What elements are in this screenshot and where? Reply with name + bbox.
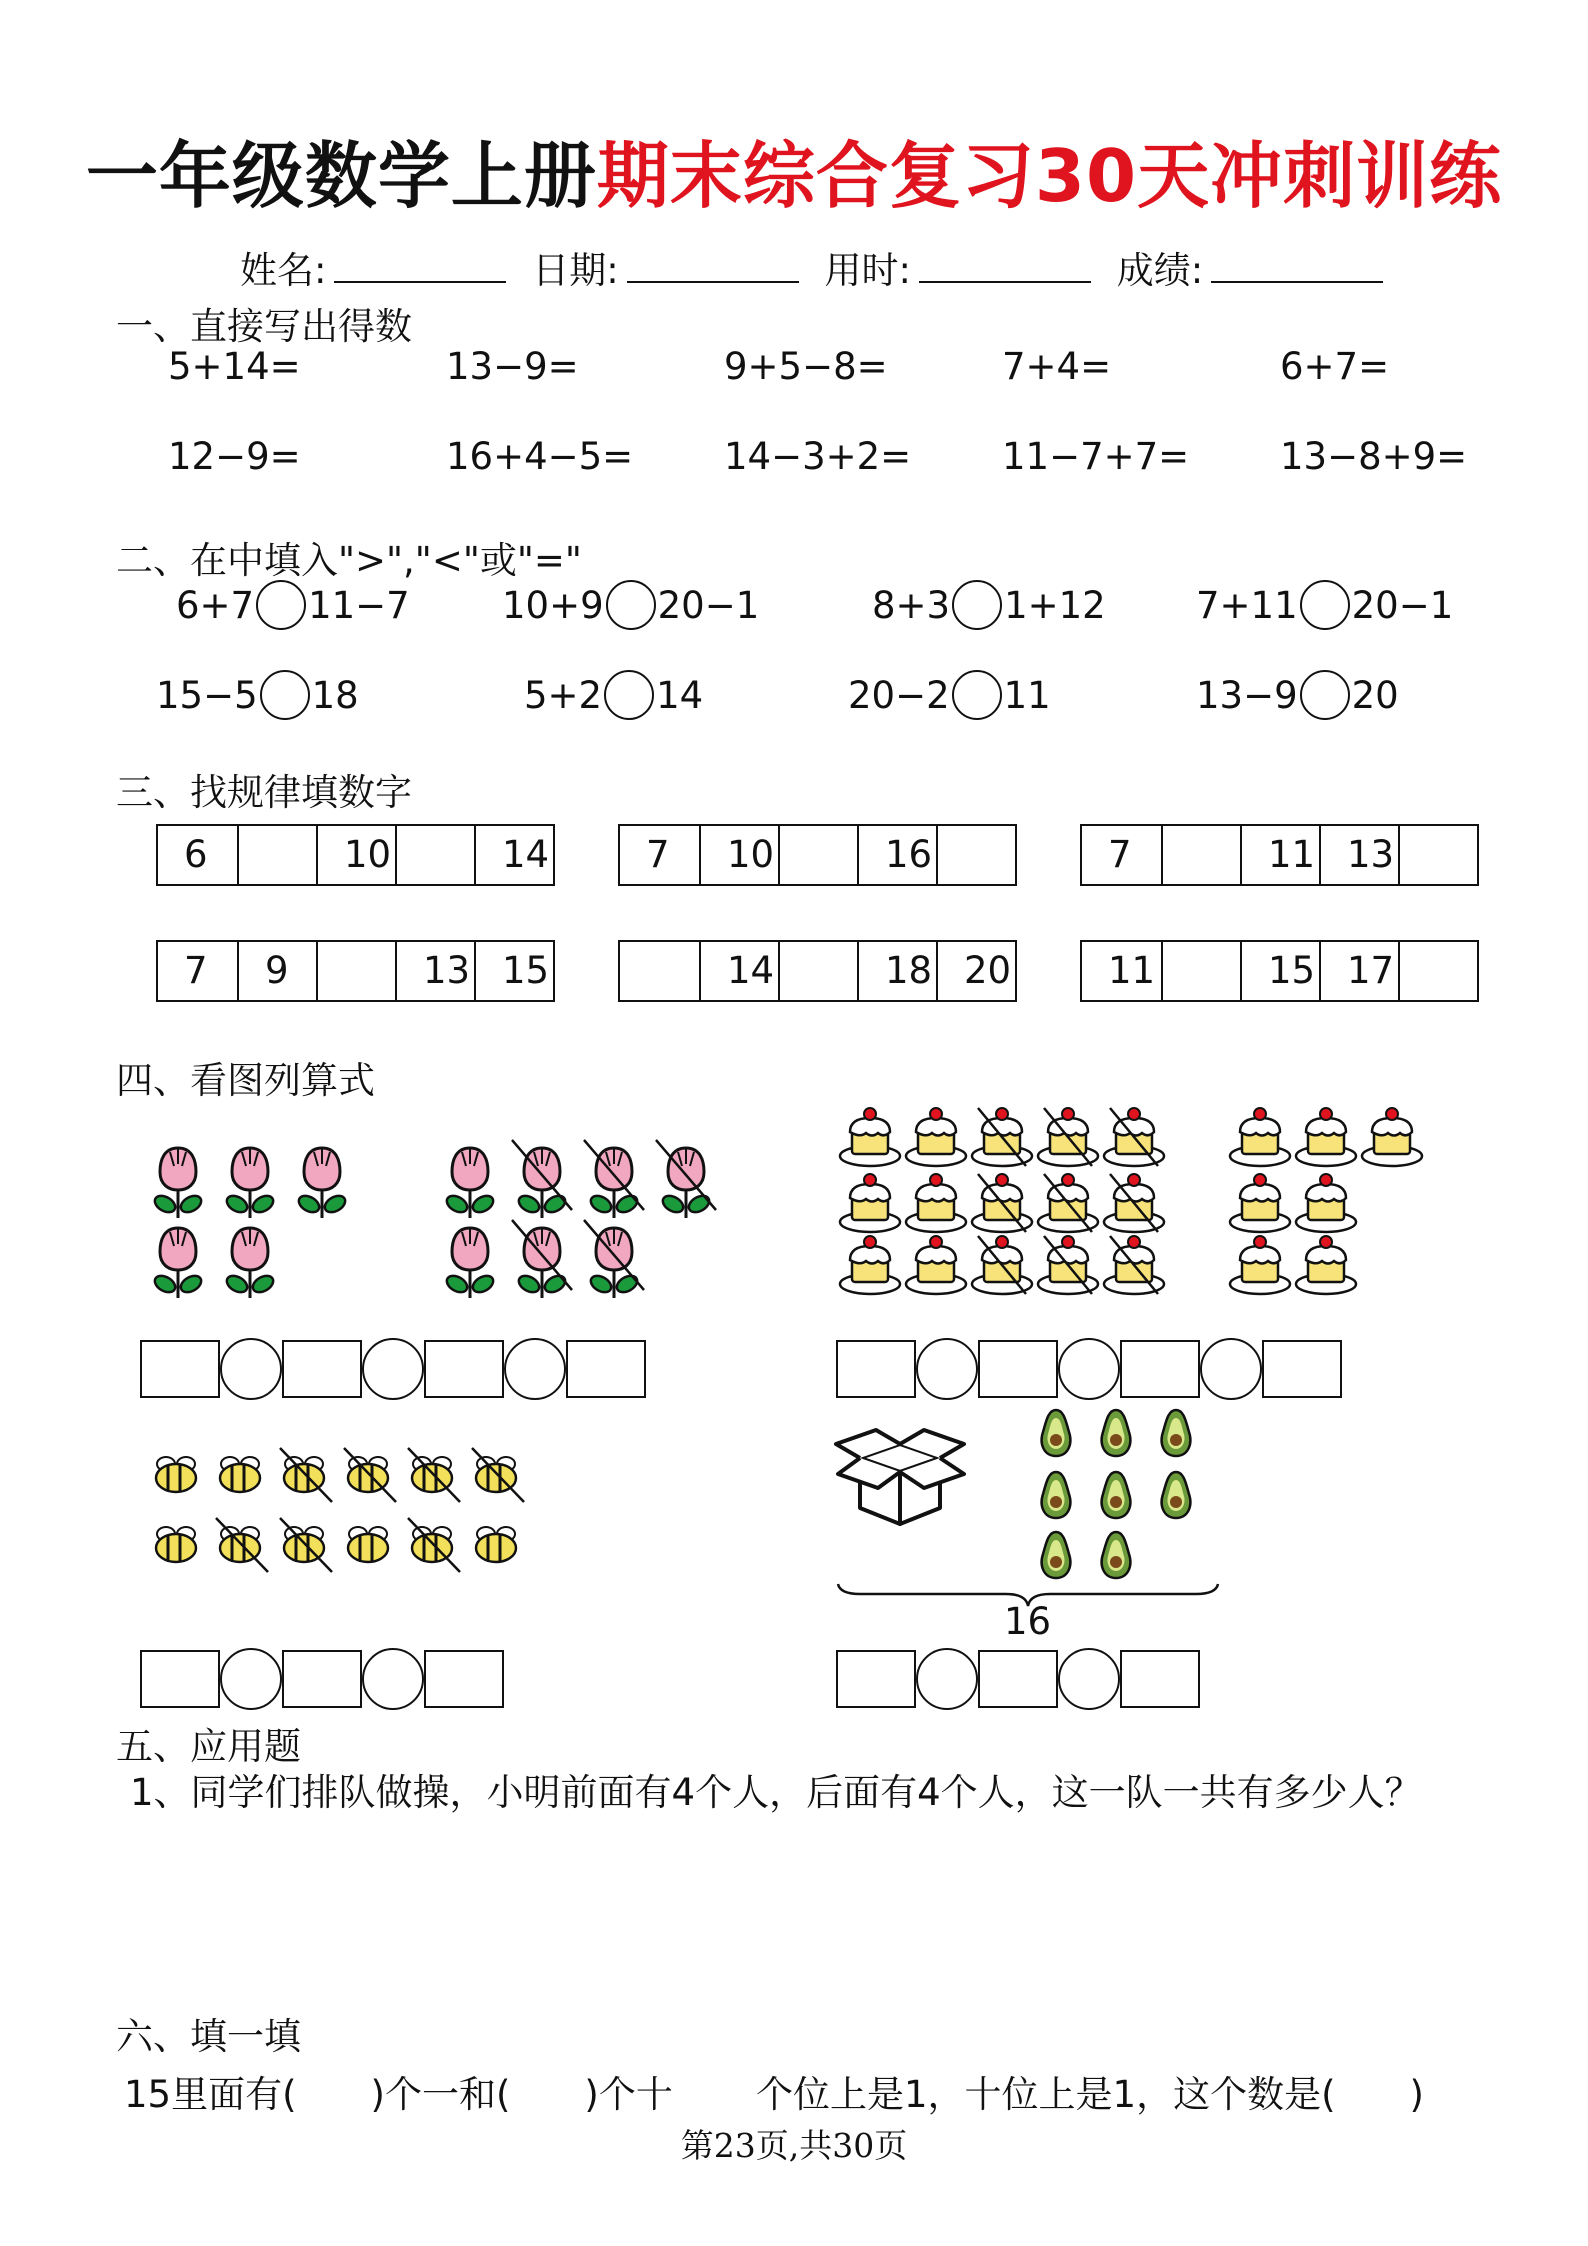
operator-circle[interactable]: [220, 1338, 282, 1400]
sequence-cell[interactable]: [778, 942, 857, 1000]
sequence-row: [1080, 824, 1479, 886]
sequence-cell: 20: [936, 942, 1015, 1000]
sequence-cell[interactable]: [1398, 942, 1477, 1000]
calc-item: 11−7+7=: [1002, 435, 1190, 478]
section-6-heading: 六、填一填: [116, 2015, 301, 2058]
cake-icon: [1230, 1108, 1290, 1166]
number-box[interactable]: [140, 1650, 220, 1708]
sequence-cell: 15: [1240, 942, 1319, 1000]
sequence-cell: 10: [316, 826, 395, 884]
number-box[interactable]: [836, 1650, 916, 1708]
number-box[interactable]: [1120, 1340, 1200, 1398]
brace-total-label: 16: [1004, 1600, 1052, 1643]
flower-icon: [224, 1148, 276, 1218]
number-box[interactable]: [424, 1650, 504, 1708]
sequence-cell[interactable]: [316, 942, 395, 1000]
sequence-cell: 7: [646, 833, 670, 876]
flowers-picture: [140, 1130, 740, 1320]
name-field[interactable]: [334, 247, 506, 283]
sequence-cell[interactable]: [1161, 942, 1240, 1000]
sequence-cell: 7: [184, 949, 208, 992]
calc-item: 13−8+9=: [1280, 435, 1468, 478]
section-5-heading: 五、应用题: [116, 1725, 301, 1768]
sequence-cell: 15: [474, 942, 553, 1000]
sequence-cell[interactable]: [936, 826, 1015, 884]
compare-item: 15−5 18: [156, 670, 359, 720]
operator-circle[interactable]: [220, 1648, 282, 1710]
operator-circle[interactable]: [916, 1338, 978, 1400]
sequence-cell: 17: [1319, 942, 1398, 1000]
compare-circle[interactable]: [256, 580, 306, 630]
box-icon: [836, 1430, 964, 1524]
section-1-heading: 一、直接写出得数: [116, 305, 412, 348]
flower-icon: [224, 1228, 276, 1298]
compare-item: 8+3 1+12: [872, 580, 1106, 630]
avocado-icon: [1102, 1472, 1131, 1518]
number-box[interactable]: [1262, 1340, 1342, 1398]
equation-answer-row: [140, 1338, 646, 1400]
section-2-heading: 二、在中填入">","<"或"=": [116, 539, 582, 582]
sequence-cell: 13: [1319, 826, 1398, 884]
bee-icon: [156, 1527, 196, 1562]
avocado-icon: [1042, 1472, 1071, 1518]
flower-icon: [588, 1148, 640, 1218]
sequence-cell: 14: [699, 942, 778, 1000]
cake-icon: [1230, 1236, 1290, 1294]
sequence-cell: 11: [1240, 826, 1319, 884]
cake-icon: [1296, 1108, 1356, 1166]
number-box[interactable]: [978, 1650, 1058, 1708]
section-3-heading: 三、找规律填数字: [116, 771, 412, 814]
score-field[interactable]: [1211, 247, 1383, 283]
calc-item: 5+14=: [168, 345, 301, 388]
number-box[interactable]: [424, 1340, 504, 1398]
sequence-cell: 7: [1108, 833, 1132, 876]
compare-item: 7+11 20−1: [1196, 580, 1453, 630]
avocado-icon: [1162, 1410, 1191, 1456]
number-box[interactable]: [282, 1340, 362, 1398]
calc-item: 6+7=: [1280, 345, 1390, 388]
date-label: 日期:: [532, 249, 619, 292]
bee-icon: [220, 1457, 260, 1492]
cake-icon: [1362, 1108, 1422, 1166]
calc-item: 16+4−5=: [446, 435, 634, 478]
sequence-cell: 14: [474, 826, 553, 884]
compare-item: 20−2 11: [848, 670, 1051, 720]
cakes-picture: [820, 1100, 1440, 1300]
bee-icon: [476, 1527, 516, 1562]
title-part1: 一年级数学上册: [85, 134, 597, 218]
bee-icon: [348, 1527, 388, 1562]
compare-circle[interactable]: [606, 580, 656, 630]
compare-circle[interactable]: [952, 580, 1002, 630]
flower-icon: [444, 1148, 496, 1218]
operator-circle[interactable]: [504, 1338, 566, 1400]
score-label: 成绩:: [1116, 249, 1204, 292]
flower-icon: [516, 1228, 568, 1298]
operator-circle[interactable]: [916, 1648, 978, 1710]
bee-icon: [156, 1457, 196, 1492]
cake-icon: [906, 1236, 966, 1294]
sequence-cell: 10: [699, 826, 778, 884]
number-box[interactable]: [836, 1340, 916, 1398]
calc-item: 14−3+2=: [724, 435, 912, 478]
flower-icon: [444, 1228, 496, 1298]
cake-icon: [840, 1174, 900, 1232]
fill-question-2: 个位上是1，十位上是1，这个数是( ): [756, 2073, 1424, 2116]
number-box[interactable]: [140, 1340, 220, 1398]
compare-circle[interactable]: [1300, 670, 1350, 720]
flower-icon: [588, 1228, 640, 1298]
number-box[interactable]: [282, 1650, 362, 1708]
sequence-row: [1080, 940, 1479, 1002]
flower-icon: [296, 1148, 348, 1218]
compare-item: 6+7 11−7: [176, 580, 410, 630]
operator-circle[interactable]: [362, 1338, 424, 1400]
compare-circle[interactable]: [604, 670, 654, 720]
sequence-cell[interactable]: [237, 826, 316, 884]
sequence-cell: 9: [237, 942, 316, 1000]
time-label: 用时:: [824, 249, 911, 292]
equation-answer-row: [836, 1338, 1342, 1400]
word-problem-1: 1、同学们排队做操，小明前面有4个人，后面有4个人，这一队一共有多少人？: [130, 1771, 1422, 1814]
date-field[interactable]: [627, 247, 799, 283]
operator-circle[interactable]: [1200, 1338, 1262, 1400]
cake-icon: [906, 1174, 966, 1232]
compare-circle[interactable]: [260, 670, 310, 720]
fill-question-1: 15里面有( )个一和( )个十: [124, 2073, 673, 2116]
student-info: [240, 240, 1397, 294]
cake-icon: [1296, 1236, 1356, 1294]
sequence-cell: 18: [857, 942, 936, 1000]
time-field[interactable]: [919, 247, 1091, 283]
cake-icon: [1296, 1174, 1356, 1232]
operator-circle[interactable]: [1058, 1338, 1120, 1400]
operator-circle[interactable]: [362, 1648, 424, 1710]
sequence-cell[interactable]: [1161, 826, 1240, 884]
title-part2: 期末综合复习30天冲刺训练: [596, 134, 1503, 218]
compare-item: 10+9 20−1: [502, 580, 759, 630]
compare-item: 13−9 20: [1196, 670, 1399, 720]
equation-answer-row: [140, 1648, 504, 1710]
sequence-cell[interactable]: [395, 826, 474, 884]
number-box[interactable]: [978, 1340, 1058, 1398]
sequence-cell: 6: [184, 833, 208, 876]
calc-item: 9+5−8=: [724, 345, 888, 388]
cake-icon: [840, 1108, 900, 1166]
equation-answer-row: [836, 1648, 1200, 1710]
sequence-cell[interactable]: [778, 826, 857, 884]
number-box[interactable]: [1120, 1650, 1200, 1708]
bees-picture: [140, 1440, 560, 1590]
page-number: 第23页,共30页: [680, 2126, 908, 2165]
calc-item: 12−9=: [168, 435, 301, 478]
sequence-cell[interactable]: [620, 942, 699, 1000]
compare-item: 5+2 14: [524, 670, 703, 720]
flower-icon: [660, 1148, 712, 1218]
section-4-heading: 四、看图列算式: [116, 1059, 375, 1102]
operator-circle[interactable]: [1058, 1648, 1120, 1710]
sequence-cell: 13: [395, 942, 474, 1000]
name-label: 姓名:: [240, 249, 327, 292]
calc-item: 13−9=: [446, 345, 579, 388]
avocado-icon: [1162, 1472, 1191, 1518]
avocado-icon: [1102, 1410, 1131, 1456]
cake-icon: [1230, 1174, 1290, 1232]
avocado-icon: [1042, 1410, 1071, 1456]
sequence-cell[interactable]: [1398, 826, 1477, 884]
cake-icon: [906, 1108, 966, 1166]
avocado-icon: [1102, 1532, 1131, 1578]
cake-icon: [840, 1236, 900, 1294]
number-box[interactable]: [566, 1340, 646, 1398]
flower-icon: [152, 1148, 204, 1218]
sequence-row: [156, 940, 555, 1002]
box-avocados-picture: [830, 1400, 1250, 1610]
flower-icon: [152, 1228, 204, 1298]
compare-circle[interactable]: [1300, 580, 1350, 630]
sequence-row: [618, 824, 1017, 886]
page-title: [0, 118, 1588, 222]
flower-icon: [516, 1148, 568, 1218]
compare-circle[interactable]: [952, 670, 1002, 720]
sequence-cell: 16: [857, 826, 936, 884]
sequence-cell: 11: [1108, 949, 1156, 992]
sequence-row: [156, 824, 555, 886]
calc-item: 7+4=: [1002, 345, 1112, 388]
avocado-icon: [1042, 1532, 1071, 1578]
sequence-row: [618, 940, 1017, 1002]
